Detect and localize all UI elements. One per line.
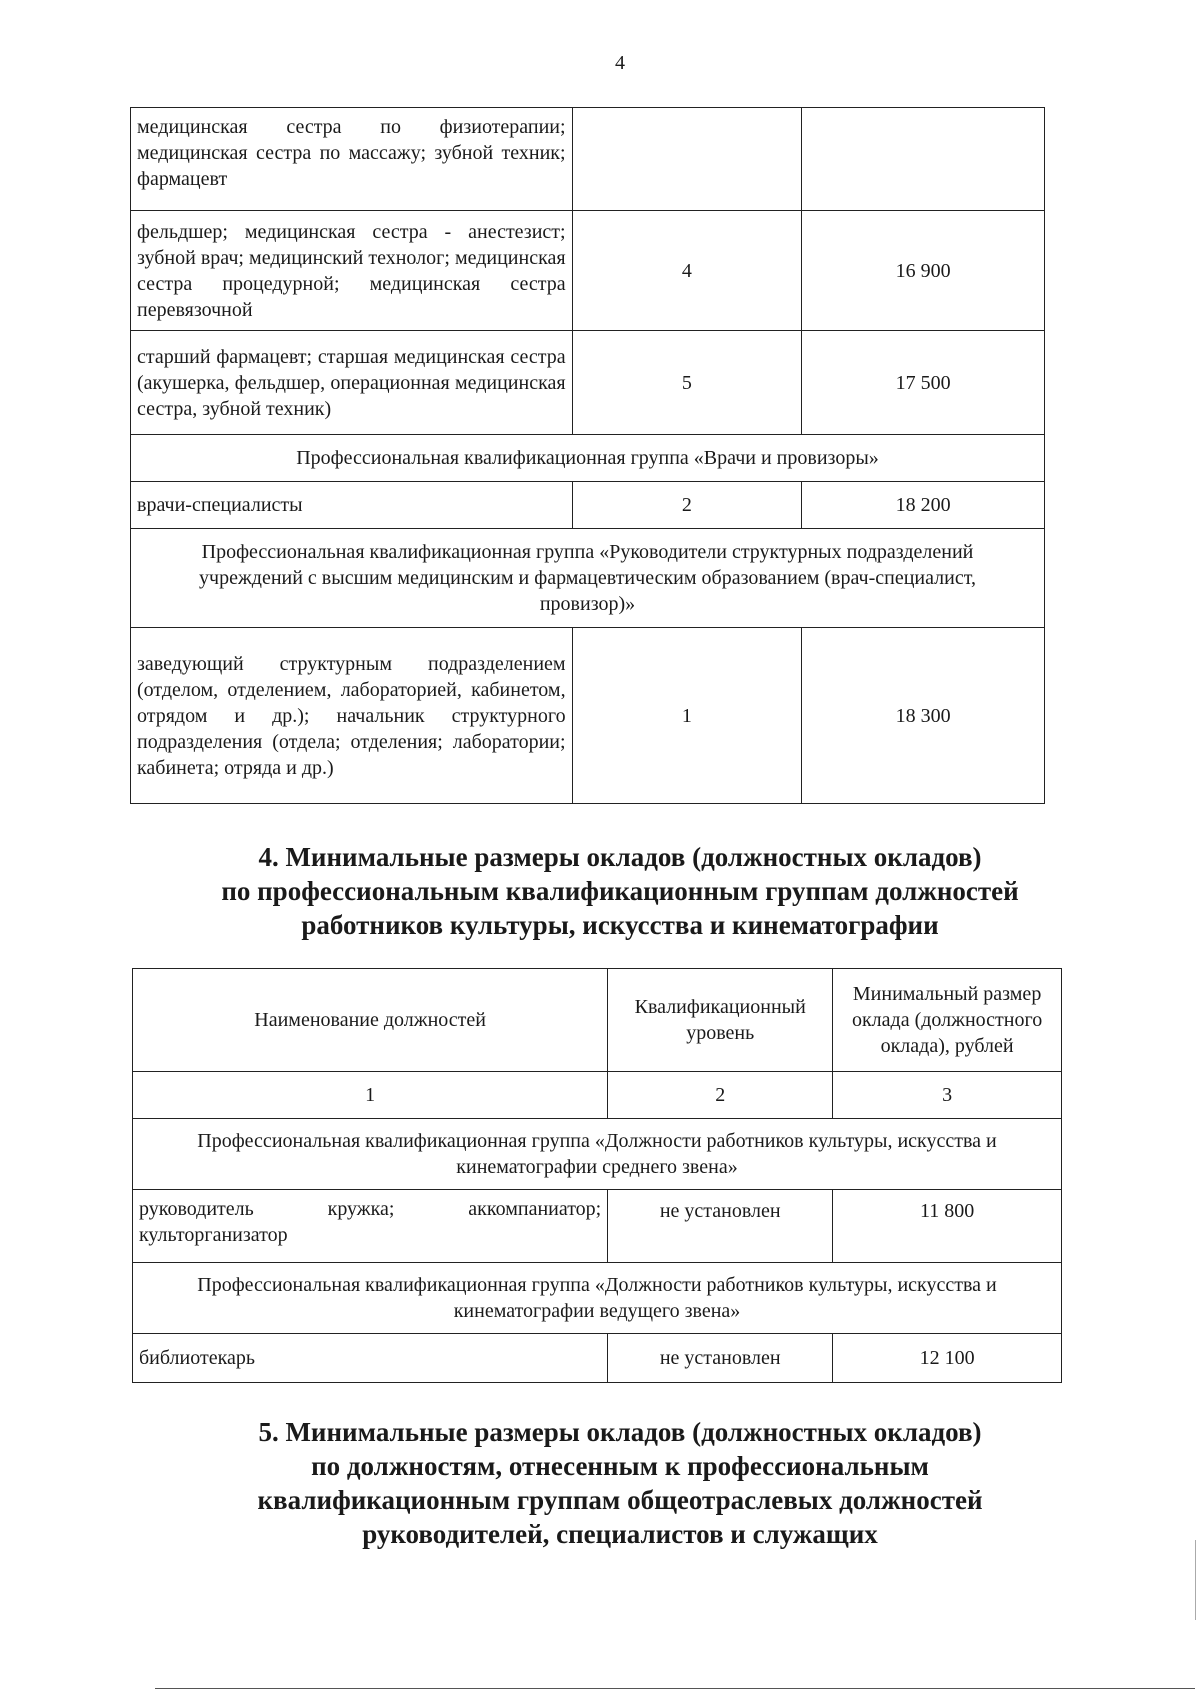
column-number-row xyxy=(133,1072,1062,1119)
salary-cell: 11 800 xyxy=(833,1190,1062,1263)
page-number: 4 xyxy=(615,52,625,74)
column-header: Минимальный размер оклада (должностного оклада), рублей xyxy=(833,969,1062,1072)
heading-line: 5. Минимальные размеры окладов (должностных окладов) xyxy=(258,1417,982,1447)
qualification-group-title: Профессиональная квалификационная группа «Врачи и провизоры» xyxy=(131,435,1045,482)
qualification-level-cell: не установлен xyxy=(608,1334,833,1383)
position-name-cell: руководитель кружка; аккомпаниатор; культорганизатор xyxy=(133,1190,608,1263)
salary-cell: 18 300 xyxy=(802,628,1045,804)
section-5-heading xyxy=(130,1415,1110,1551)
table-row xyxy=(131,331,1045,435)
heading-line: по профессиональным квалификационным группам должностей xyxy=(221,876,1019,906)
qualification-group-title: Профессиональная квалификационная группа «Руководители структурных подразделений учреждений с высшим медицинским и фармацевтическим образованием (врач-специалист, провизор)» xyxy=(131,529,1045,628)
table-row xyxy=(131,108,1045,211)
table-row xyxy=(133,1334,1062,1383)
column-header: Наименование должностей xyxy=(133,969,608,1072)
salary-table-medical xyxy=(130,107,1045,804)
column-number: 3 xyxy=(833,1072,1062,1119)
table-row xyxy=(131,482,1045,529)
salary-cell: 12 100 xyxy=(833,1334,1062,1383)
position-name-cell: заведующий структурным подразделением (отделом, отделением, лабораторией, кабинетом, отрядом и др.); начальник структурного подразделения (отдела; отделения; лаборатории; кабинета; отряда и др.) xyxy=(131,628,573,804)
column-header: Квалификационный уровень xyxy=(608,969,833,1072)
qualification-level-cell: 5 xyxy=(572,331,802,435)
column-number: 2 xyxy=(608,1072,833,1119)
qualification-level-cell xyxy=(572,108,802,211)
salary-cell xyxy=(802,108,1045,211)
position-name-cell: врачи-специалисты xyxy=(131,482,573,529)
qualification-level-cell: не установлен xyxy=(608,1190,833,1263)
qualification-level-cell: 4 xyxy=(572,211,802,331)
qualification-group-title: Профессиональная квалификационная группа «Должности работников культуры, искусства и кинематографии среднего звена» xyxy=(133,1119,1062,1190)
position-name-cell: медицинская сестра по физиотерапии; медицинская сестра по массажу; зубной техник; фармацевт xyxy=(131,108,573,211)
salary-cell: 16 900 xyxy=(802,211,1045,331)
table-row xyxy=(133,1190,1062,1263)
heading-line: руководителей, специалистов и служащих xyxy=(362,1519,878,1549)
column-number: 1 xyxy=(133,1072,608,1119)
group-header-row xyxy=(131,435,1045,482)
table-row xyxy=(131,211,1045,331)
scan-edge-mark xyxy=(1195,1540,1197,1620)
heading-line: 4. Минимальные размеры окладов (должностных окладов) xyxy=(258,842,982,872)
header-row xyxy=(133,969,1062,1072)
position-name-cell: библиотекарь xyxy=(133,1334,608,1383)
qualification-group-title: Профессиональная квалификационная группа «Должности работников культуры, искусства и кинематографии ведущего звена» xyxy=(133,1263,1062,1334)
group-header-row xyxy=(133,1119,1062,1190)
heading-line: по должностям, отнесенным к профессиональным xyxy=(311,1451,929,1481)
group-header-row xyxy=(131,529,1045,628)
qualification-level-cell: 2 xyxy=(572,482,802,529)
salary-cell: 17 500 xyxy=(802,331,1045,435)
qualification-level-cell: 1 xyxy=(572,628,802,804)
heading-line: квалификационным группам общеотраслевых должностей xyxy=(257,1485,983,1515)
salary-cell: 18 200 xyxy=(802,482,1045,529)
group-header-row xyxy=(133,1263,1062,1334)
position-name-cell: старший фармацевт; старшая медицинская сестра (акушерка, фельдшер, операционная медицинская сестра, зубной техник) xyxy=(131,331,573,435)
salary-table-culture xyxy=(132,968,1062,1383)
footer-divider xyxy=(155,1688,1195,1689)
heading-line: работников культуры, искусства и кинематографии xyxy=(301,910,939,940)
position-name-cell: фельдшер; медицинская сестра - анестезист; зубной врач; медицинский технолог; медицинская сестра процедурной; медицинская сестра перевязочной xyxy=(131,211,573,331)
section-4-heading xyxy=(130,840,1110,942)
table-row xyxy=(131,628,1045,804)
